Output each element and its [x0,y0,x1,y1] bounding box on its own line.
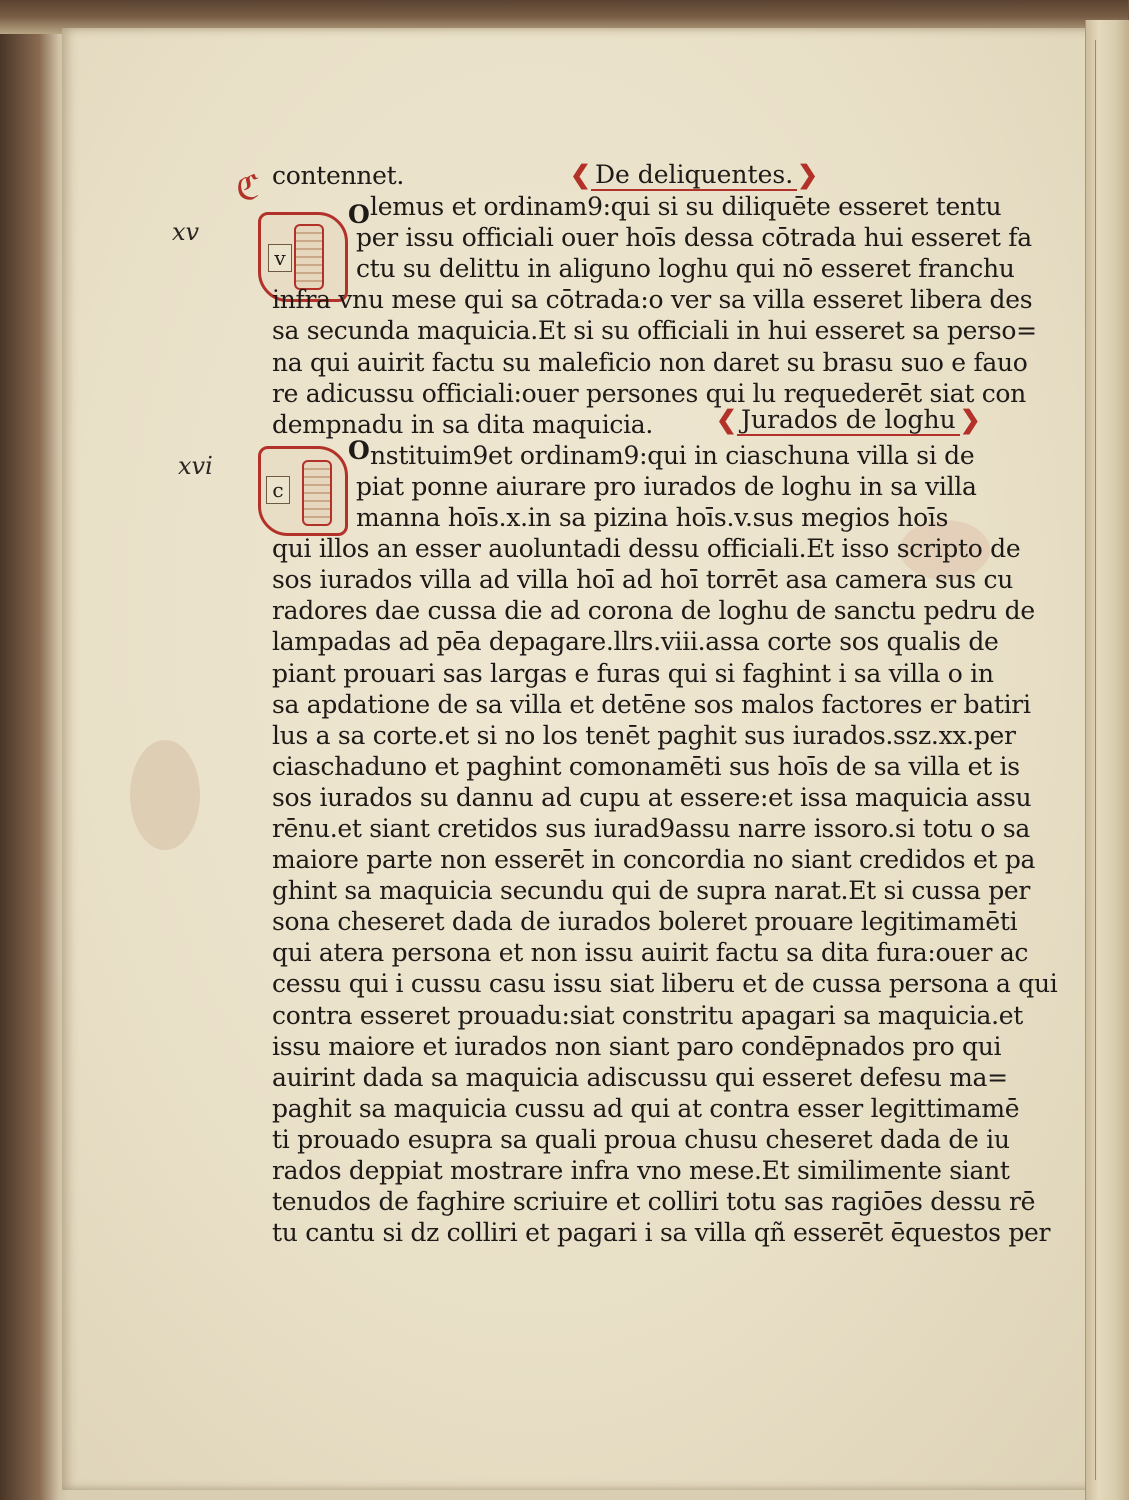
text-line: ti prouado esupra sa quali proua chusu cheseret dada de iu [272,1124,1010,1154]
text-line: qui illos an esser auoluntadi dessu officiali.Et isso scripto de [272,534,1021,564]
text-line: contra esseret prouadu:siat constritu apagari sa maquicia.et [272,1000,1024,1030]
text-line: manna hoīs.x.in sa pizina hoīs.v.sus megios hoīs [356,503,949,533]
text-line: sona cheseret dada de iurados boleret prouare legitimamēti [272,907,1018,937]
text-line: na qui auirit factu su maleficio non daret su brasu suo e fauo [272,347,1028,377]
text-line: ghint sa maquicia secundu qui de supra narat.Et si cussa per [272,876,1031,906]
text-line: piat ponne aiurare pro iurados de loghu in sa villa [356,471,977,501]
guide-letter: c [266,476,290,504]
text-line: per issu officiali ouer hoīs dessa cōtrada hui esseret fa [356,223,1032,253]
text-line: paghit sa maquicia cussu ad qui at contra esser legittimamē [272,1093,1020,1123]
text-line: dempnadu in sa dita maquicia. [272,409,654,439]
text-line: lus a sa corte.et si no los tenēt paghit sus iurados.ssz.xx.per [272,720,1016,750]
text-line: sos iurados su dannu ad cupu at essere:et issa maquicia assu [272,782,1032,812]
margin-section-number: xv [172,218,200,246]
text-line: contennet. [272,161,404,190]
heading-label: De deliquentes. [591,160,797,191]
rubric-mark-icon: ❮ [570,160,591,189]
facing-page-edge [1085,20,1129,1500]
text-line: maiore parte non esserēt in concordia no siant credidos et pa [272,845,1036,875]
text-line: lampadas ad pēa depagare.llrs.viii.assa corte sos qualis de [272,627,999,657]
text-line: tenudos de faghire scriuire et colliri totu sas ragiōes dessu rē [272,1187,1036,1217]
text-line: rēnu.et siant cretidos sus iurad9assu narre issoro.si totu o sa [272,813,1030,843]
text-line: nstituim9et ordinam9:qui in ciaschuna villa si de [370,440,975,470]
heading-label: Jurados de loghu [737,405,960,436]
text-line: piant prouari sas largas e furas qui si faghint i sa villa o in [272,658,994,688]
text-line: tu cantu si dz colliri et pagari i sa villa qñ esserēt ēquestos per [272,1218,1051,1248]
page-fold-line [1095,40,1096,1480]
text-line: issu maiore et iurados non siant paro condēpnados pro qui [272,1031,1002,1061]
red-flourish-icon: ℭ [236,168,260,208]
text-line: rados deppiat mostrare infra vno mese.Et similimente siant [272,1156,1010,1185]
text-line: sa secunda maquicia.Et si su officiali in hui esseret sa perso= [272,316,1037,346]
text-line: auirint dada sa maquicia adiscussu qui esseret defesu ma= [272,1062,1008,1092]
text-line: qui atera persona et non issu auirit factu sa dita fura:ouer ac [272,938,1029,968]
text-line: sos iurados villa ad villa hoī ad hoī torrēt asa camera sus cu [272,565,1014,595]
text-line: infra vnu mese qui sa cōtrada:o ver sa villa esseret libera des [272,285,1033,315]
text-line: cessu qui i cussu casu issu siat liberu et de cussa persona a qui [272,969,1058,999]
text-line: sa apdatione de sa villa et detēne sos malos factores er batiri [272,689,1031,719]
text-line: ciaschaduno et paghint comonamēti sus hoīs de sa villa et is [272,751,1020,781]
body-text [272,160,1058,1248]
lead-letter: O [348,200,370,229]
rubric-mark-icon: ❮ [716,405,737,434]
text-line: ctu su delittu in aliguno loghu qui nō esseret franchu [356,254,1015,284]
margin-section-number: xvi [178,452,213,480]
text-line: re adicussu officiali:ouer persones qui lu requederēt siat con [272,378,1026,408]
rubric-mark-icon: ❯ [797,160,819,189]
text-line: radores dae cussa die ad corona de loghu de sanctu pedru de [272,596,1035,626]
rubric-mark-icon: ❯ [959,405,981,434]
page-stain [130,740,200,850]
text-line: lemus et ordinam9:qui si su diliquēte esseret tentu [370,192,1002,222]
guide-letter: v [268,244,292,272]
lead-letter: O [348,436,370,465]
